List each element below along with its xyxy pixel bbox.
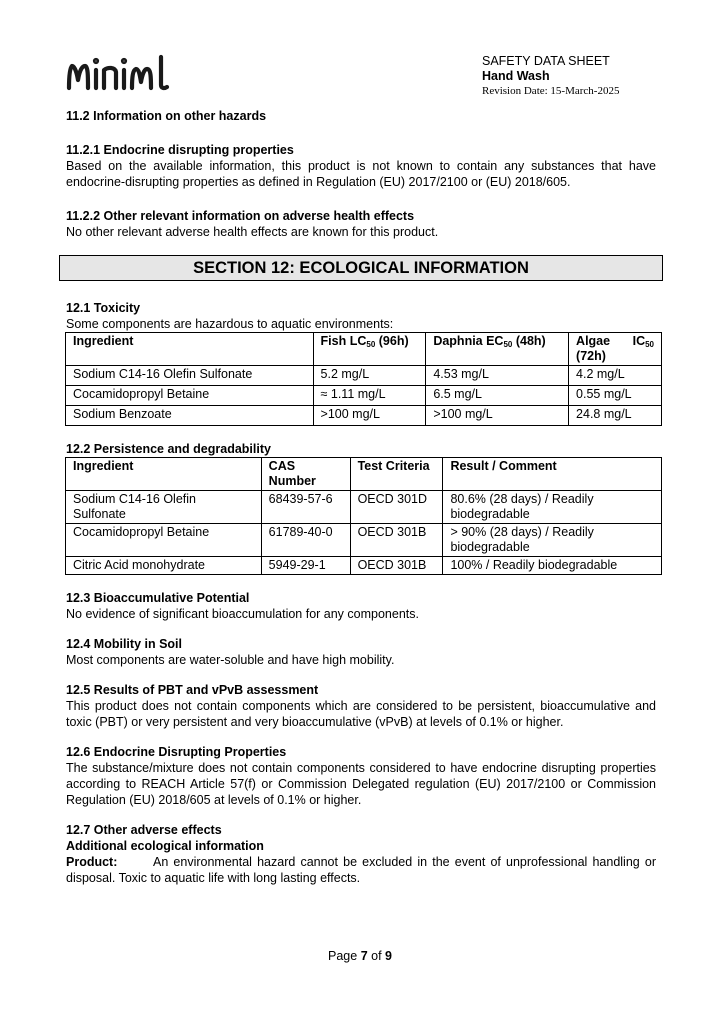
- heading-12-7: 12.7 Other adverse effects: [66, 823, 222, 837]
- page-number: 7: [360, 949, 368, 963]
- cell-fish: >100 mg/L: [313, 406, 426, 426]
- cell-result: > 90% (28 days) / Readily biodegradable: [443, 524, 662, 557]
- col-test-criteria: Test Criteria: [350, 458, 443, 491]
- persistence-table: [65, 457, 662, 575]
- heading-12-5: 12.5 Results of PBT and vPvB assessment: [66, 683, 319, 697]
- col-algae: Algae $IC_{50}$ (72h): [569, 333, 662, 366]
- cell-cas: 5949-29-1: [261, 557, 350, 575]
- product-label: Product:: [66, 855, 118, 869]
- cell-result: 100% / Readily biodegradable: [443, 557, 662, 575]
- cell-ingredient: Citric Acid monohydrate: [66, 557, 262, 575]
- document-body: [66, 108, 656, 886]
- cell-cas: 61789-40-0: [261, 524, 350, 557]
- cell-ingredient: Cocamidopropyl Betaine: [66, 386, 314, 406]
- heading-additional-eco-info: Additional ecological information: [66, 839, 264, 853]
- col-fish: Fish $LC_{50}$ (96h): [313, 333, 426, 366]
- toxicity-table: [65, 332, 662, 426]
- cell-ingredient: Sodium C14-16 Olefin Sulfonate: [66, 366, 314, 386]
- col-daphnia: Daphnia $EC_{50}$ (48h): [426, 333, 569, 366]
- heading-11-2: 11.2 Information on other hazards: [66, 109, 267, 123]
- revision-date: Revision Date: 15-March-2025: [482, 85, 620, 97]
- text-11-2-1: Based on the available information, this product is not known to contain any substances that have endocrine-disrupting properties as defined in Regulation (EU) 2017/2100 or (EU) 2018/605.: [66, 159, 656, 189]
- table-row: [66, 406, 662, 426]
- table-row: [66, 366, 662, 386]
- heading-11-2-1: 11.2.1 Endocrine disrupting properties: [66, 143, 294, 157]
- cell-test: OECD 301B: [350, 557, 443, 575]
- col-ingredient: Ingredient: [66, 333, 314, 366]
- col-ingredient: Ingredient: [66, 458, 262, 491]
- heading-12-3: 12.3 Bioaccumulative Potential: [66, 591, 250, 605]
- text-12-6: The substance/mixture does not contain components considered to have endocrine disrupting properties according to REACH Article 57(f) or Commission Delegated regulation (EU) 2017/2100 or Commission Regulation (EU) 2018/605 at levels of 0.1% or higher.: [66, 761, 656, 807]
- document-header: [482, 54, 619, 99]
- product-text: An environmental hazard cannot be excluded in the event of unprofessional handling or disposal. Toxic to aquatic life with long lasting effects.: [66, 855, 656, 885]
- page-total: 9: [385, 949, 392, 963]
- cell-fish: ≈ 1.11 mg/L: [313, 386, 426, 406]
- heading-12-1: 12.1 Toxicity: [66, 301, 141, 315]
- table-row: [66, 524, 662, 557]
- cell-daphnia: >100 mg/L: [426, 406, 569, 426]
- product-name: Hand Wash: [482, 69, 550, 83]
- text-12-7-product: [66, 854, 656, 886]
- cell-algae: 4.2 mg/L: [569, 366, 662, 386]
- page-footer: Page 7 of 9: [328, 949, 392, 963]
- cell-algae: 24.8 mg/L: [569, 406, 662, 426]
- table-row: [66, 491, 662, 524]
- text-12-4: Most components are water-soluble and have high mobility.: [66, 653, 395, 667]
- section-12-title: SECTION 12: ECOLOGICAL INFORMATION: [59, 255, 663, 281]
- cell-test: OECD 301D: [350, 491, 443, 524]
- cell-daphnia: 6.5 mg/L: [426, 386, 569, 406]
- heading-12-4: 12.4 Mobility in Soil: [66, 637, 182, 651]
- col-cas: CAS Number: [261, 458, 350, 491]
- cell-result: 80.6% (28 days) / Readily biodegradable: [443, 491, 662, 524]
- cell-daphnia: 4.53 mg/L: [426, 366, 569, 386]
- toxicity-intro: Some components are hazardous to aquatic environments:: [66, 317, 394, 331]
- cell-algae: 0.55 mg/L: [569, 386, 662, 406]
- cell-ingredient: Sodium Benzoate: [66, 406, 314, 426]
- miniml-logo: [66, 52, 176, 94]
- cell-test: OECD 301B: [350, 524, 443, 557]
- heading-12-2: 12.2 Persistence and degradability: [66, 442, 271, 456]
- col-result: Result / Comment: [443, 458, 662, 491]
- cell-fish: 5.2 mg/L: [313, 366, 426, 386]
- text-12-5: This product does not contain components which are considered to be persistent, bioaccumulative and toxic (PBT) or very persistent and very bioaccumulative (vPvB) at levels of 0.1% or higher.: [66, 699, 656, 729]
- text-11-2-2: No other relevant adverse health effects are known for this product.: [66, 225, 439, 239]
- table-row: [66, 557, 662, 575]
- doc-type: SAFETY DATA SHEET: [482, 54, 610, 68]
- cell-ingredient: Sodium C14-16 Olefin Sulfonate: [66, 491, 262, 524]
- text-12-3: No evidence of significant bioaccumulation for any components.: [66, 607, 419, 621]
- cell-ingredient: Cocamidopropyl Betaine: [66, 524, 262, 557]
- table-row: [66, 386, 662, 406]
- heading-11-2-2: 11.2.2 Other relevant information on adverse health effects: [66, 209, 415, 223]
- table-header-row: [66, 333, 662, 366]
- cell-cas: 68439-57-6: [261, 491, 350, 524]
- table-header-row: [66, 458, 662, 491]
- heading-12-6: 12.6 Endocrine Disrupting Properties: [66, 745, 287, 759]
